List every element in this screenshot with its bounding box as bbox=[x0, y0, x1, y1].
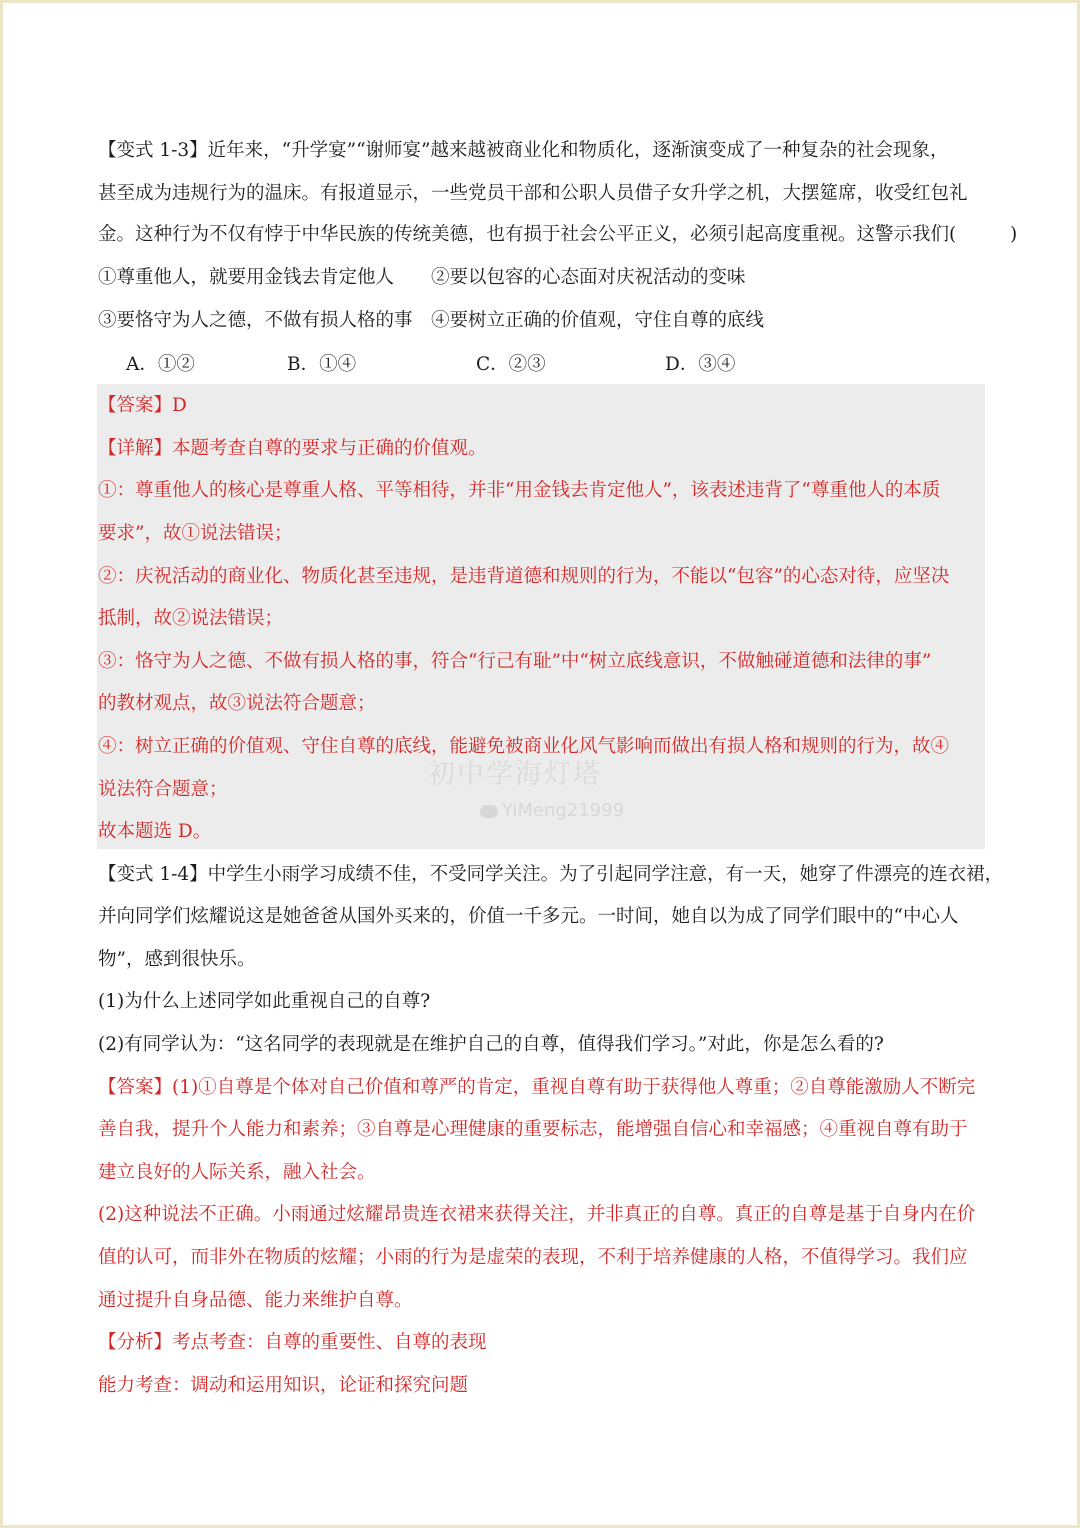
wechat-icon bbox=[480, 805, 498, 818]
answer13-line-1: 【答案】D bbox=[98, 395, 187, 416]
q13-options bbox=[0, 350, 1080, 376]
answer14-analysis: 【分析】考点考查：自尊的重要性、自尊的表现 bbox=[98, 1332, 487, 1353]
q14-subquestion-1: (1)为什么上述同学如此重视自己的自尊? bbox=[98, 991, 431, 1012]
answer14-ability: 能力考查：调动和运用知识，论证和探究问题 bbox=[98, 1375, 469, 1396]
q13-statement-2: ③要恪守为人之德，不做有损人格的事 ④要树立正确的价值观，守住自尊的底线 bbox=[98, 310, 765, 331]
watermark-title: 初中学海灯塔 bbox=[428, 759, 602, 790]
option-a: A．①② bbox=[126, 354, 195, 375]
answer13-line-2: 【详解】本题考查自尊的要求与正确的价值观。 bbox=[98, 438, 487, 459]
answer14-line-3: 建立良好的人际关系，融入社会。 bbox=[98, 1162, 376, 1183]
answer13-line-8: 的教材观点，故③说法符合题意； bbox=[98, 693, 376, 714]
option-d: D．③④ bbox=[665, 354, 736, 375]
q14-subquestion-2: (2)有同学认为：“这名同学的表现就是在维护自己的自尊，值得我们学习。”对此，你是怎么看的? bbox=[98, 1034, 884, 1055]
answer14-line-6: 通过提升自身品德、能力来维护自尊。 bbox=[98, 1290, 413, 1311]
q13-statement-1: ①尊重他人，就要用金钱去肯定他人 ②要以包容的心态面对庆祝活动的变味 bbox=[98, 267, 746, 288]
q13-line-1: 【变式 1-3】近年来，“升学宴”“谢师宴”越来越被商业化和物质化，逐渐演变成了一种复杂的社会现象， bbox=[98, 140, 949, 161]
answer14-line-5: 值的认可，而非外在物质的炫耀；小雨的行为是虚荣的表现，不利于培养健康的人格，不值得学习。我们应 bbox=[98, 1247, 968, 1268]
option-b: B．①④ bbox=[287, 354, 357, 375]
answer13-line-7: ③：恪守为人之德、不做有损人格的事，符合“行己有耻”中“树立底线意识，不做触碰道德和法律的事” bbox=[98, 651, 932, 672]
q14-line-2: 并向同学们炫耀说这是她爸爸从国外买来的，价值一千多元。一时间，她自以为成了同学们眼中的“中心人 bbox=[98, 906, 959, 927]
answer14-line-2: 善自我，提升个人能力和素养；③自尊是心理健康的重要标志，能增强自信心和幸福感；④重视自尊有助于 bbox=[98, 1119, 968, 1140]
watermark-id-text: YiMeng21999 bbox=[502, 800, 625, 821]
q13-line-2: 甚至成为违规行为的温床。有报道显示，一些党员干部和公职人员借子女升学之机，大摆筵席，收受红包礼 bbox=[98, 183, 968, 204]
answer13-line-4: 要求”，故①说法错误； bbox=[98, 523, 293, 544]
q14-line-1: 【变式 1-4】中学生小雨学习成绩不佳，不受同学关注。为了引起同学注意，有一天，她穿了件漂亮的连衣裙， bbox=[98, 864, 1004, 885]
answer13-line-10: 说法符合题意； bbox=[98, 779, 228, 800]
answer13-line-9: ④：树立正确的价值观、守住自尊的底线，能避免被商业化风气影响而做出有损人格和规则的行为，故④ bbox=[98, 736, 950, 757]
option-c: C．②③ bbox=[476, 354, 546, 375]
watermark-id bbox=[480, 800, 624, 821]
answer13-line-6: 抵制，故②说法错误； bbox=[98, 608, 284, 629]
q13-line-3: 金。这种行为不仅有悖于中华民族的传统美德，也有损于社会公平正义，必须引起高度重视。这警示我们( bbox=[98, 224, 957, 245]
answer14-line-4: (2)这种说法不正确。小雨通过炫耀昂贵连衣裙来获得关注，并非真正的自尊。真正的自尊是基于自身内在价 bbox=[98, 1204, 976, 1225]
answer14-line-1: 【答案】(1)①自尊是个体对自己价值和尊严的肯定，重视自尊有助于获得他人尊重；②自尊能激励人不断完 bbox=[98, 1077, 976, 1098]
answer13-line-3: ①：尊重他人的核心是尊重人格、平等相待，并非“用金钱去肯定他人”，该表述违背了“尊重他人的本质 bbox=[98, 480, 941, 501]
answer13-line-5: ②：庆祝活动的商业化、物质化甚至违规，是违背道德和规则的行为，不能以“包容”的心态对待，应坚决 bbox=[98, 566, 950, 587]
answer13-line-11: 故本题选 D。 bbox=[98, 821, 212, 842]
q14-line-3: 物”，感到很快乐。 bbox=[98, 949, 256, 970]
answer-paren: ) bbox=[1010, 224, 1018, 245]
